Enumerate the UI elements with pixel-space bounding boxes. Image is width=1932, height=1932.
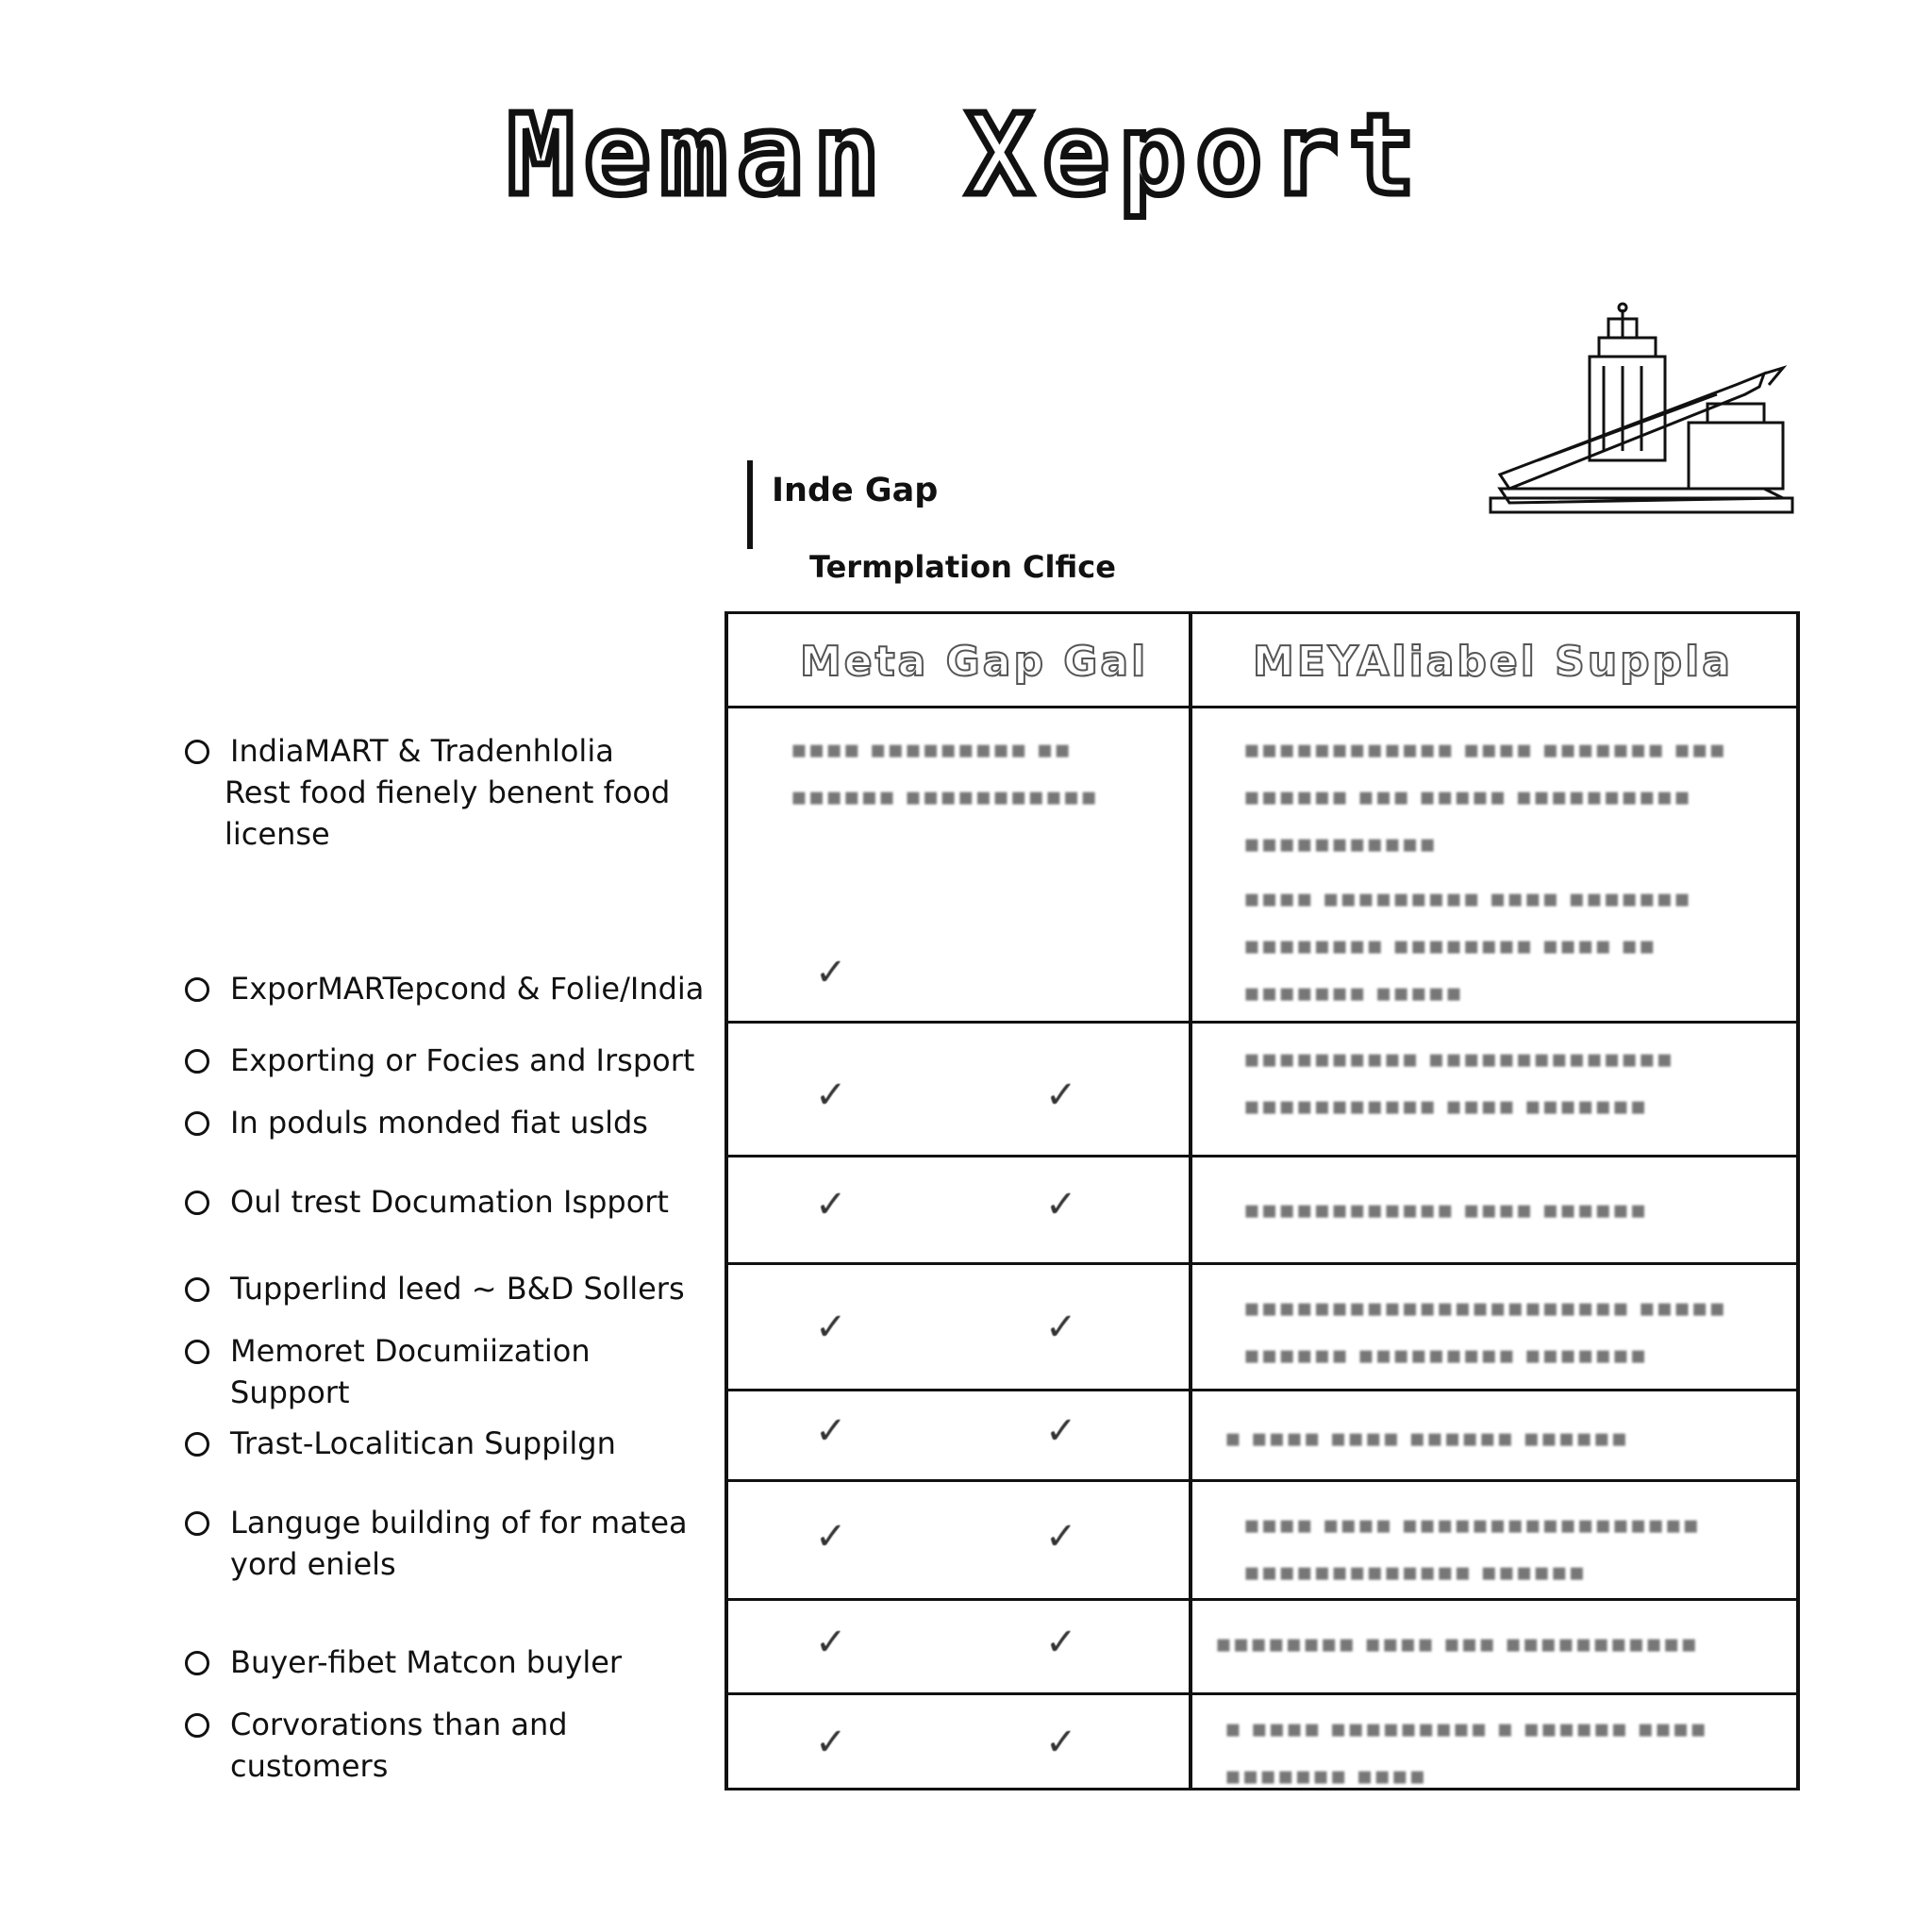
list-item-label: Tupperlind leed ~ B&D Sollers <box>230 1271 685 1307</box>
comparison-table <box>724 611 1800 1790</box>
table-cell-illegible: ▪▪▪▪▪▪▪▪▪▪▪▪▪▪▪▪▪▪▪▪▪▪ ▪▪▪▪▪ ▪▪▪▪▪▪ ▪▪▪▪▪▪▪▪▪ ▪▪▪▪▪▪▪ <box>1243 1294 1727 1370</box>
table-cell-illegible: ▪▪▪▪▪▪▪▪▪▪ ▪▪▪▪▪▪▪▪▪▪▪▪▪▪ ▪▪▪▪▪▪▪▪▪▪▪ ▪▪▪▪ ▪▪▪▪▪▪▪ <box>1243 1045 1674 1121</box>
list-item-label: Memoret Documiization Support <box>230 1333 591 1410</box>
list-item-label: ExporMARTepcond & Folie/India <box>230 971 705 1007</box>
table-row-divider <box>724 1021 1800 1024</box>
table-cell-illegible: ▪▪▪▪ ▪▪▪▪▪▪▪▪▪ ▪▪ ▪▪▪▪▪▪ ▪▪▪▪▪▪▪▪▪▪▪ <box>791 736 1098 811</box>
india-gate-pen-illustration <box>1481 300 1802 526</box>
circle-bullet-icon <box>185 1049 209 1074</box>
check-icon: ✓ <box>815 1183 847 1226</box>
list-item <box>185 1502 713 1585</box>
list-item <box>185 730 713 855</box>
check-icon: ✓ <box>1045 1621 1077 1664</box>
section-accent-bar <box>747 460 753 549</box>
circle-bullet-icon <box>185 1191 209 1215</box>
list-item-label: Corvorations than and <box>230 1707 568 1742</box>
list-item-label: Buyer-fibet Matcon buyler <box>230 1644 623 1680</box>
table-border-top <box>724 611 1800 614</box>
list-item <box>185 1641 713 1683</box>
list-item <box>185 1330 713 1413</box>
list-item <box>185 1181 713 1223</box>
list-item <box>185 1102 713 1143</box>
check-icon: ✓ <box>815 1409 847 1453</box>
table-cell-illegible: ▪▪▪▪▪▪▪▪▪▪▪▪ ▪▪▪▪ ▪▪▪▪▪▪▪ ▪▪▪ ▪▪▪▪▪▪ ▪▪▪ ▪▪▪▪▪ ▪▪▪▪▪▪▪▪▪▪ ▪▪▪▪▪▪▪▪▪▪▪ <box>1243 736 1726 858</box>
check-icon: ✓ <box>815 1515 847 1558</box>
circle-bullet-icon <box>185 1511 209 1536</box>
list-item-sub: customers <box>230 1748 389 1784</box>
check-icon: ✓ <box>1045 1409 1077 1453</box>
list-item-sub: yord eniels <box>230 1546 396 1582</box>
list-item <box>185 968 713 1009</box>
list-item-label: Trast-Localitican Suppilgn <box>230 1425 616 1461</box>
check-icon: ✓ <box>1045 1721 1077 1764</box>
circle-bullet-icon <box>185 1340 209 1364</box>
circle-bullet-icon <box>185 1651 209 1675</box>
table-row-divider <box>724 1479 1800 1482</box>
circle-bullet-icon <box>185 1111 209 1136</box>
check-icon: ✓ <box>1045 1306 1077 1349</box>
circle-bullet-icon <box>185 977 209 1002</box>
check-icon: ✓ <box>815 1621 847 1664</box>
check-icon: ✓ <box>1045 1074 1077 1117</box>
table-row-divider <box>724 1598 1800 1601</box>
table-column-divider <box>1189 611 1192 1790</box>
table-header-support: MEYAliabel Suppla <box>1253 638 1733 686</box>
circle-bullet-icon <box>185 1432 209 1457</box>
table-row-divider <box>724 1155 1800 1158</box>
table-cell-illegible: ▪ ▪▪▪▪ ▪▪▪▪▪▪▪▪▪ ▪ ▪▪▪▪▪▪ ▪▪▪▪ ▪▪▪▪▪▪▪ ▪▪▪▪ <box>1224 1715 1707 1790</box>
check-icon: ✓ <box>1045 1515 1077 1558</box>
page-title: Meman Xeport <box>507 90 1425 220</box>
section-heading: Inde Gap <box>772 472 939 509</box>
check-icon: ✓ <box>815 1721 847 1764</box>
check-icon: ✓ <box>815 1306 847 1349</box>
check-icon: ✓ <box>1045 1183 1077 1226</box>
list-item-label: IndiaMART & Tradenhlolia <box>230 733 614 769</box>
table-header-gap: Meta Gap Gal <box>800 638 1149 686</box>
list-item-sub: Rest food fienely benent food license <box>225 774 671 852</box>
section-subheading: Termplation Clfice <box>809 549 1116 585</box>
check-icon: ✓ <box>815 951 847 994</box>
table-cell-illegible: ▪ ▪▪▪▪ ▪▪▪▪ ▪▪▪▪▪▪ ▪▪▪▪▪▪ <box>1224 1424 1629 1453</box>
table-border-right <box>1796 611 1800 1790</box>
list-item <box>185 1704 713 1787</box>
table-cell-illegible: ▪▪▪▪▪▪▪▪ ▪▪▪▪ ▪▪▪ ▪▪▪▪▪▪▪▪▪▪▪ <box>1215 1630 1698 1658</box>
table-cell-illegible: ▪▪▪▪ ▪▪▪▪▪▪▪▪▪ ▪▪▪▪ ▪▪▪▪▪▪▪ ▪▪▪▪▪▪▪▪ ▪▪▪▪▪▪▪▪ ▪▪▪▪ ▪▪ ▪▪▪▪▪▪▪ ▪▪▪▪▪ <box>1243 885 1691 1008</box>
list-item <box>185 1040 713 1081</box>
list-item-label: Oul trest Documation Ispport <box>230 1184 669 1220</box>
table-row-divider <box>724 1389 1800 1391</box>
list-item <box>185 1423 713 1464</box>
circle-bullet-icon <box>185 740 209 764</box>
table-cell-illegible: ▪▪▪▪ ▪▪▪▪ ▪▪▪▪▪▪▪▪▪▪▪▪▪▪▪▪▪ ▪▪▪▪▪▪▪▪▪▪▪▪▪ ▪▪▪▪▪▪ <box>1243 1511 1701 1587</box>
table-row-divider <box>724 706 1800 708</box>
list-item <box>185 1268 713 1309</box>
table-row-divider <box>724 1262 1800 1265</box>
circle-bullet-icon <box>185 1713 209 1738</box>
table-cell-illegible: ▪▪▪▪▪▪▪▪▪▪▪▪ ▪▪▪▪ ▪▪▪▪▪▪ <box>1243 1196 1648 1224</box>
table-border-left <box>724 611 728 1790</box>
list-item-label: Exporting or Focies and Irsport <box>230 1042 695 1078</box>
list-item-label: In poduls monded fiat uslds <box>230 1105 648 1141</box>
check-icon: ✓ <box>815 1074 847 1117</box>
circle-bullet-icon <box>185 1277 209 1302</box>
table-row-divider <box>724 1692 1800 1695</box>
list-item-label: Languge building of for matea <box>230 1505 688 1541</box>
